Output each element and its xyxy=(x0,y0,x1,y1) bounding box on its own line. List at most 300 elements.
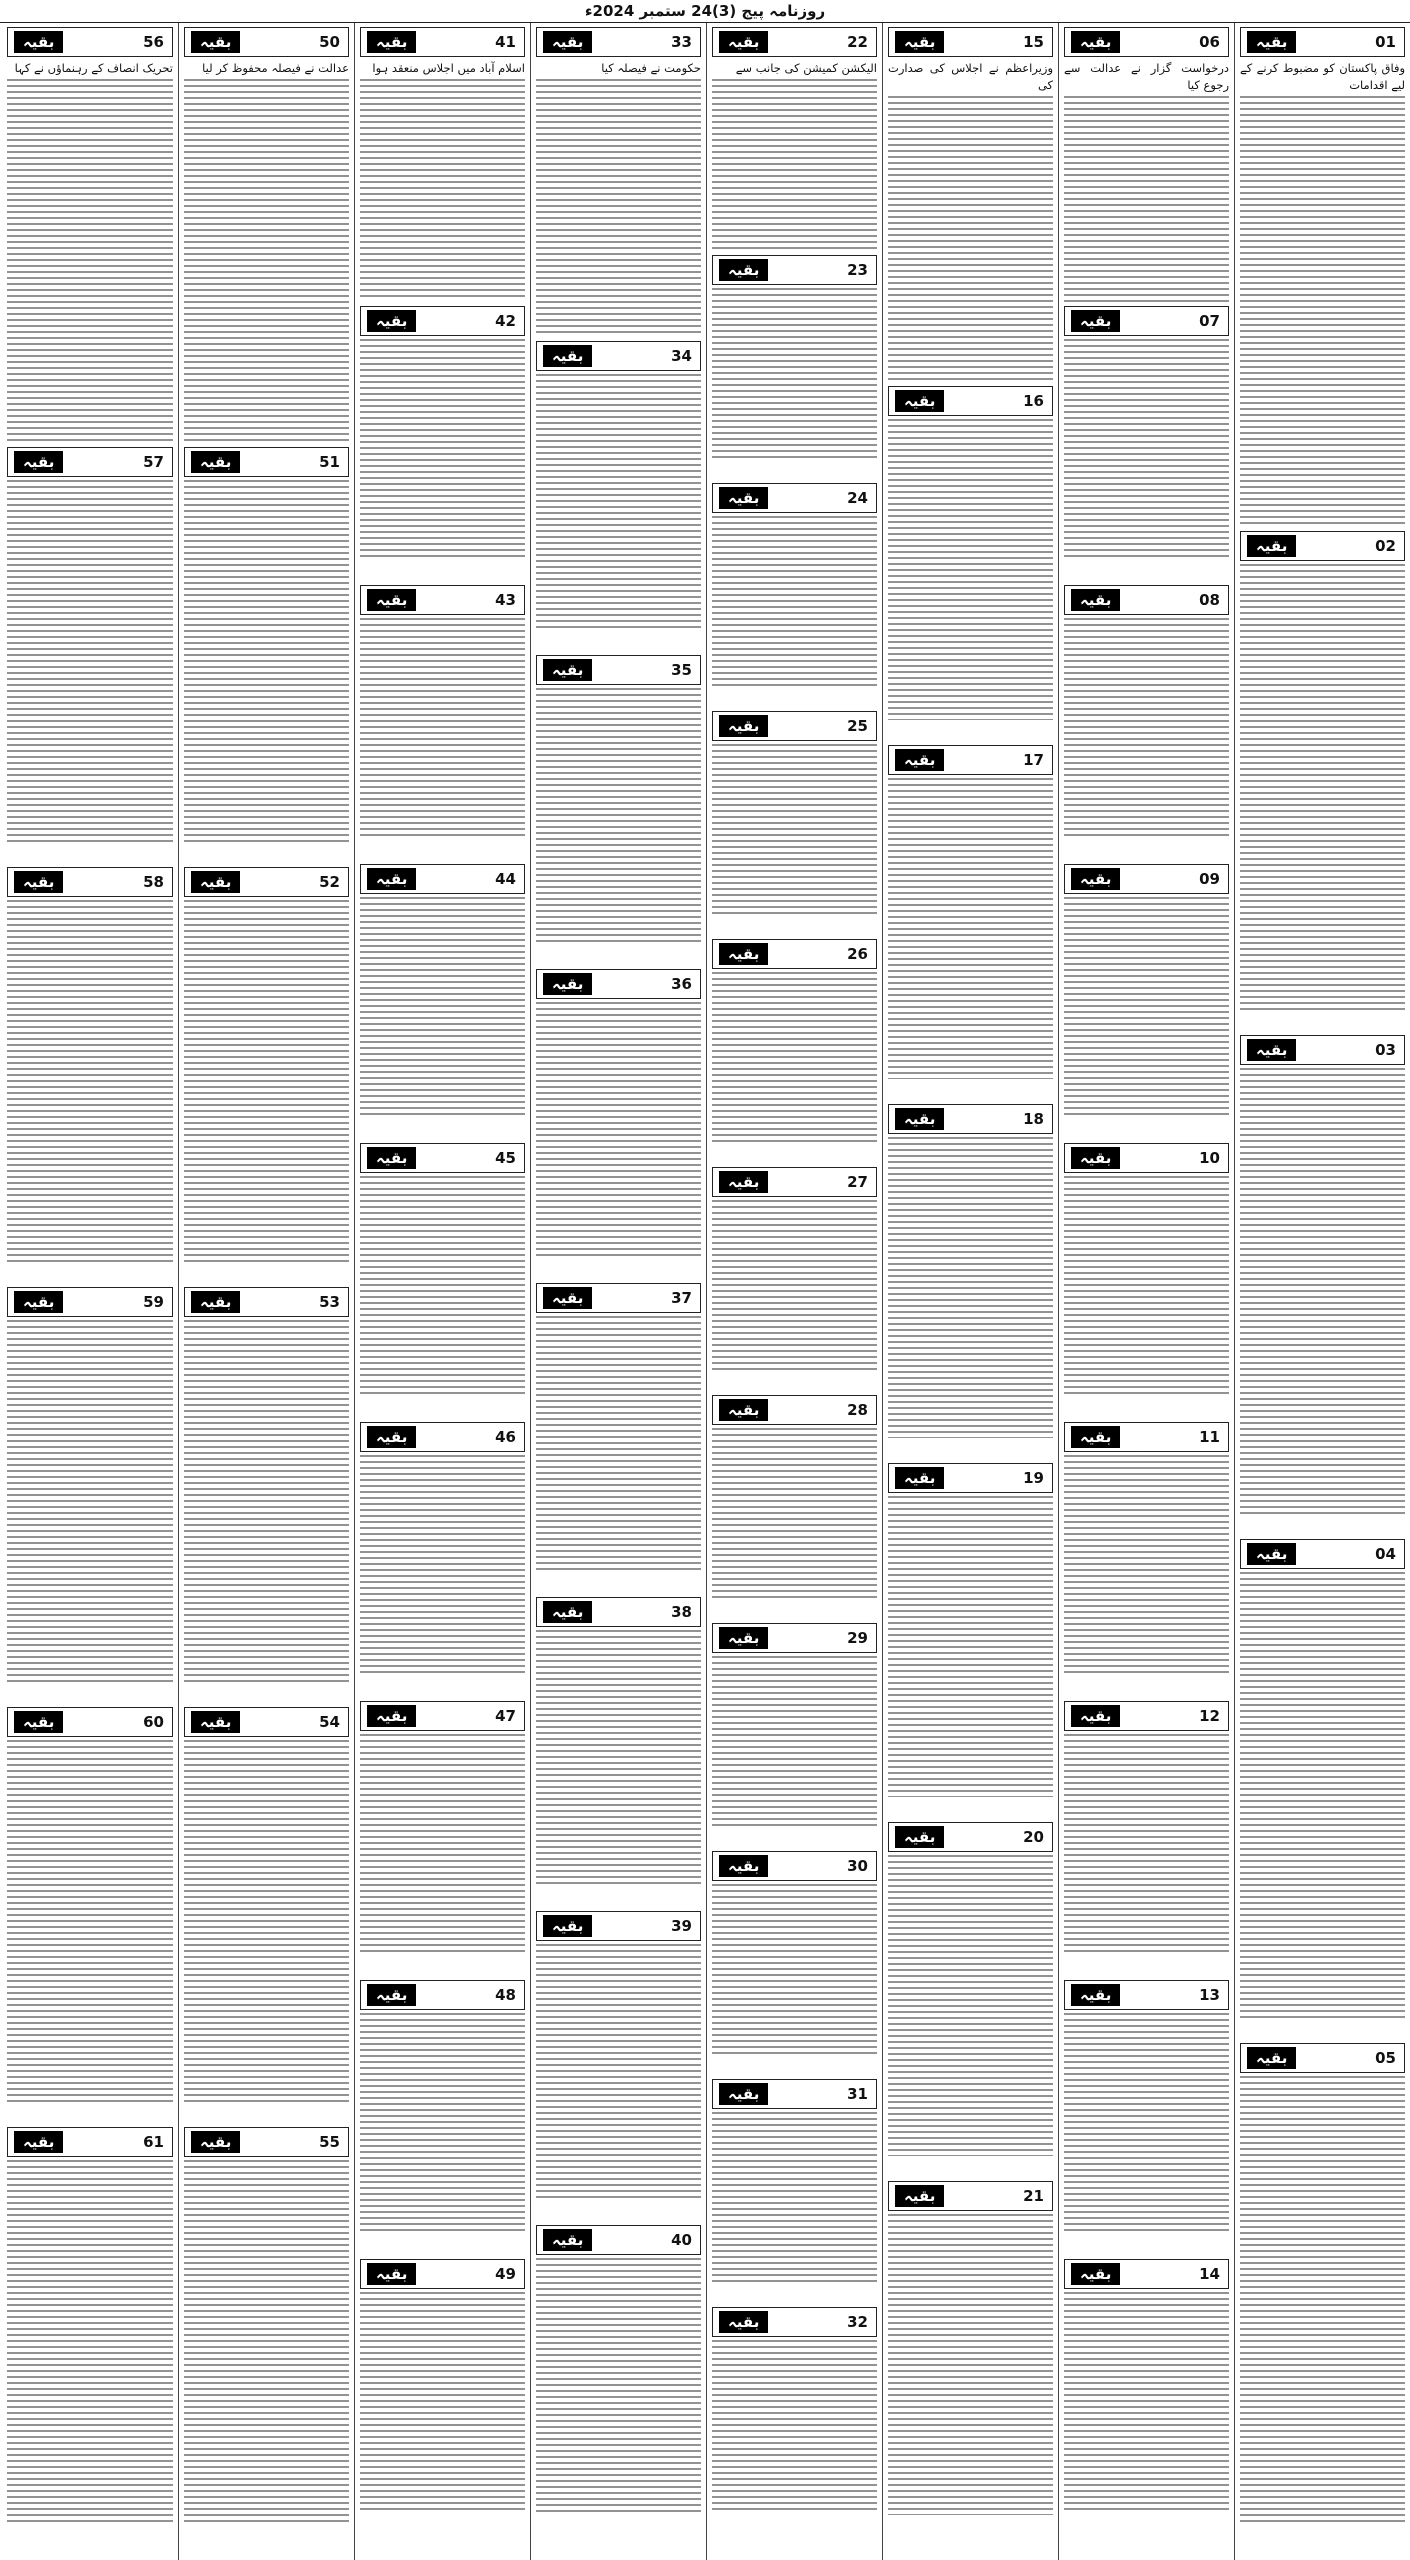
continuation-number: 59 xyxy=(143,1293,164,1311)
continuation-block-49 xyxy=(360,2257,525,2534)
continuation-banner xyxy=(888,2181,1053,2211)
continuation-text: تحریک انصاف کے رہنماؤں نے کہا xyxy=(14,61,173,75)
body-text-lines xyxy=(712,288,877,458)
continuation-block-31 xyxy=(712,2077,877,2303)
continuation-number: 50 xyxy=(319,33,340,51)
continuation-label: بقیہ xyxy=(1071,2263,1120,2285)
body-text-lines xyxy=(888,96,1053,382)
continuation-number: 52 xyxy=(319,873,340,891)
continuation-banner xyxy=(1240,2043,1405,2073)
continuation-banner xyxy=(712,1851,877,1881)
body-text-lines xyxy=(1240,96,1405,527)
body-text-lines xyxy=(1064,618,1229,839)
continuation-label: بقیہ xyxy=(1071,868,1120,890)
continuation-label: بقیہ xyxy=(719,487,768,509)
continuation-label: بقیہ xyxy=(719,2311,768,2333)
continuation-label: بقیہ xyxy=(543,1915,592,1937)
body-text-lines xyxy=(1240,1068,1405,1514)
continuation-banner xyxy=(536,1911,701,1941)
body-text-lines xyxy=(1064,897,1229,1118)
continuation-number: 42 xyxy=(495,312,516,330)
continuation-block-05 xyxy=(1240,2041,1405,2543)
continuation-banner xyxy=(1064,27,1229,57)
continuation-text: وفاق پاکستان کو مضبوط کرنے کے لیے اقدامات xyxy=(1240,61,1405,92)
body-text-lines xyxy=(536,79,701,335)
continuation-block-55 xyxy=(184,2125,349,2543)
column-6 xyxy=(354,23,530,2560)
continuation-block-42 xyxy=(360,304,525,581)
continuation-number: 56 xyxy=(143,33,164,51)
continuation-label: بقیہ xyxy=(191,451,240,473)
body-text-lines xyxy=(712,1656,877,1826)
continuation-number: 44 xyxy=(495,870,516,888)
continuation-banner xyxy=(888,1104,1053,1134)
continuation-banner xyxy=(712,483,877,513)
continuation-block-37 xyxy=(536,1281,701,1593)
body-text-lines xyxy=(536,1002,701,1258)
continuation-block-16 xyxy=(888,384,1053,741)
body-text-lines xyxy=(712,1884,877,2054)
continuation-label: بقیہ xyxy=(1071,589,1120,611)
continuation-label: بقیہ xyxy=(543,2229,592,2251)
continuation-text: الیکشن کمیشن کی جانب سے xyxy=(735,61,877,75)
body-text-lines xyxy=(712,2340,877,2510)
continuation-number: 02 xyxy=(1375,537,1396,555)
continuation-label: بقیہ xyxy=(191,2131,240,2153)
column-5 xyxy=(530,23,706,2560)
continuation-block-03 xyxy=(1240,1033,1405,1535)
continuation-number: 28 xyxy=(847,1401,868,1419)
continuation-block-09 xyxy=(1064,862,1229,1139)
continuation-number: 25 xyxy=(847,717,868,735)
body-text-lines xyxy=(360,1176,525,1397)
body-text-lines xyxy=(536,688,701,944)
body-text-lines xyxy=(360,897,525,1118)
continuation-label: بقیہ xyxy=(1247,31,1296,53)
continuation-number: 54 xyxy=(319,1713,340,1731)
continuation-banner xyxy=(888,1463,1053,1493)
body-text-lines xyxy=(712,972,877,1142)
continuation-block-17 xyxy=(888,743,1053,1100)
body-text-lines xyxy=(712,2112,877,2282)
continuation-label: بقیہ xyxy=(367,2263,416,2285)
column-8 xyxy=(2,23,178,2560)
body-text-lines xyxy=(184,1320,349,1682)
continuation-banner xyxy=(1064,585,1229,615)
body-text-lines xyxy=(888,1137,1053,1438)
continuation-number: 06 xyxy=(1199,33,1220,51)
continuation-number: 46 xyxy=(495,1428,516,1446)
continuation-block-02 xyxy=(1240,529,1405,1031)
continuation-banner xyxy=(184,447,349,477)
continuation-banner xyxy=(184,867,349,897)
continuation-banner xyxy=(1064,1701,1229,1731)
continuation-banner xyxy=(360,2259,525,2289)
continuation-label: بقیہ xyxy=(719,2083,768,2105)
continuation-number: 21 xyxy=(1023,2187,1044,2205)
continuation-block-18 xyxy=(888,1102,1053,1459)
continuation-block-01 xyxy=(1240,25,1405,527)
continuation-number: 03 xyxy=(1375,1041,1396,1059)
continuation-label: بقیہ xyxy=(367,1147,416,1169)
continuation-block-15 xyxy=(888,25,1053,382)
continuation-label: بقیہ xyxy=(14,2131,63,2153)
continuation-block-14 xyxy=(1064,2257,1229,2534)
continuation-label: بقیہ xyxy=(1071,1984,1120,2006)
continuation-label: بقیہ xyxy=(367,310,416,332)
continuation-number: 53 xyxy=(319,1293,340,1311)
continuation-block-44 xyxy=(360,862,525,1139)
continuation-banner xyxy=(360,864,525,894)
continuation-banner xyxy=(360,585,525,615)
body-text-lines xyxy=(184,480,349,842)
continuation-banner xyxy=(712,2307,877,2337)
continuation-block-39 xyxy=(536,1909,701,2221)
continuation-banner xyxy=(888,745,1053,775)
continuation-block-36 xyxy=(536,967,701,1279)
body-text-lines xyxy=(184,2160,349,2522)
continuation-label: بقیہ xyxy=(719,1855,768,1877)
body-text-lines xyxy=(712,1428,877,1598)
body-text-lines xyxy=(888,778,1053,1079)
continuation-label: بقیہ xyxy=(1247,2047,1296,2069)
continuation-number: 48 xyxy=(495,1986,516,2004)
body-text-lines xyxy=(1240,1572,1405,2018)
continuation-number: 24 xyxy=(847,489,868,507)
continuation-number: 43 xyxy=(495,591,516,609)
continuation-label: بقیہ xyxy=(14,1711,63,1733)
continuation-label: بقیہ xyxy=(1247,1543,1296,1565)
continuation-number: 41 xyxy=(495,33,516,51)
body-text-lines xyxy=(712,79,877,249)
body-text-lines xyxy=(536,2258,701,2514)
continuation-label: بقیہ xyxy=(367,1984,416,2006)
continuation-block-43 xyxy=(360,583,525,860)
continuation-text: اسلام آباد میں اجلاس منعقد ہوا xyxy=(372,61,525,75)
body-text-lines xyxy=(360,339,525,560)
body-text-lines xyxy=(888,1496,1053,1797)
continuation-text: عدالت نے فیصلہ محفوظ کر لیا xyxy=(202,61,349,75)
continuation-label: بقیہ xyxy=(367,589,416,611)
continuation-block-33 xyxy=(536,25,701,337)
continuation-label: بقیہ xyxy=(895,1467,944,1489)
body-text-lines xyxy=(712,744,877,914)
body-text-lines xyxy=(1064,2292,1229,2513)
continuation-label: بقیہ xyxy=(367,31,416,53)
continuation-number: 15 xyxy=(1023,33,1044,51)
continuation-block-51 xyxy=(184,445,349,863)
continuation-label: بقیہ xyxy=(719,259,768,281)
continuation-block-46 xyxy=(360,1420,525,1697)
continuation-block-47 xyxy=(360,1699,525,1976)
continuation-number: 27 xyxy=(847,1173,868,1191)
continuation-label: بقیہ xyxy=(543,1287,592,1309)
continuation-block-56 xyxy=(7,25,173,443)
continuation-banner xyxy=(536,655,701,685)
continuation-number: 31 xyxy=(847,2085,868,2103)
continuation-number: 51 xyxy=(319,453,340,471)
continuation-block-07 xyxy=(1064,304,1229,581)
continuation-number: 19 xyxy=(1023,1469,1044,1487)
body-text-lines xyxy=(888,1855,1053,2156)
continuation-number: 30 xyxy=(847,1857,868,1875)
continuation-banner xyxy=(888,27,1053,57)
continuation-label: بقیہ xyxy=(1247,535,1296,557)
continuation-text: درخواست گزار نے عدالت سے رجوع کیا xyxy=(1064,61,1229,92)
continuation-banner xyxy=(184,1287,349,1317)
body-text-lines xyxy=(1240,2076,1405,2522)
body-text-lines xyxy=(536,374,701,630)
body-text-lines xyxy=(184,900,349,1262)
body-text-lines xyxy=(7,1320,173,1682)
body-text-lines xyxy=(536,1944,701,2200)
continuation-number: 16 xyxy=(1023,392,1044,410)
continuation-banner xyxy=(712,255,877,285)
continuation-block-30 xyxy=(712,1849,877,2075)
body-text-lines xyxy=(184,79,349,441)
continuation-number: 17 xyxy=(1023,751,1044,769)
body-text-lines xyxy=(7,79,173,441)
continuation-block-23 xyxy=(712,253,877,479)
continuation-number: 26 xyxy=(847,945,868,963)
continuation-block-04 xyxy=(1240,1537,1405,2039)
continuation-label: بقیہ xyxy=(895,31,944,53)
continuation-number: 36 xyxy=(671,975,692,993)
continuation-label: بقیہ xyxy=(543,31,592,53)
continuation-banner xyxy=(712,1623,877,1653)
continuation-banner xyxy=(888,386,1053,416)
continuation-number: 61 xyxy=(143,2133,164,2151)
continuation-block-58 xyxy=(7,865,173,1283)
continuation-label: بقیہ xyxy=(191,31,240,53)
continuation-number: 55 xyxy=(319,2133,340,2151)
continuation-banner xyxy=(7,1287,173,1317)
continuation-label: بقیہ xyxy=(191,871,240,893)
body-text-lines xyxy=(536,1316,701,1572)
continuation-number: 10 xyxy=(1199,1149,1220,1167)
body-text-lines xyxy=(7,900,173,1262)
continuation-label: بقیہ xyxy=(719,1399,768,1421)
continuation-banner xyxy=(360,1143,525,1173)
continuation-label: بقیہ xyxy=(719,1171,768,1193)
body-text-lines xyxy=(360,1455,525,1676)
continuation-banner xyxy=(360,1422,525,1452)
continuation-label: بقیہ xyxy=(543,659,592,681)
continuation-banner xyxy=(536,1283,701,1313)
continuation-block-48 xyxy=(360,1978,525,2255)
continuation-label: بقیہ xyxy=(543,345,592,367)
continuation-number: 33 xyxy=(671,33,692,51)
body-text-lines xyxy=(7,480,173,842)
continuation-banner xyxy=(712,1167,877,1197)
continuation-block-20 xyxy=(888,1820,1053,2177)
continuation-number: 29 xyxy=(847,1629,868,1647)
continuation-banner xyxy=(7,1707,173,1737)
continuation-label: بقیہ xyxy=(191,1711,240,1733)
continuation-text: وزیراعظم نے اجلاس کی صدارت کی xyxy=(888,61,1053,92)
continuation-label: بقیہ xyxy=(1071,310,1120,332)
continuation-label: بقیہ xyxy=(1247,1039,1296,1061)
body-text-lines xyxy=(888,2214,1053,2515)
continuation-block-29 xyxy=(712,1621,877,1847)
continuation-banner xyxy=(360,1701,525,1731)
body-text-lines xyxy=(7,2160,173,2522)
continuation-number: 14 xyxy=(1199,2265,1220,2283)
continuation-banner xyxy=(7,2127,173,2157)
column-1 xyxy=(1234,23,1410,2560)
continuation-block-35 xyxy=(536,653,701,965)
continuation-block-61 xyxy=(7,2125,173,2543)
continuation-number: 45 xyxy=(495,1149,516,1167)
continuation-block-32 xyxy=(712,2305,877,2531)
body-text-lines xyxy=(888,419,1053,720)
continuation-block-08 xyxy=(1064,583,1229,860)
continuation-number: 32 xyxy=(847,2313,868,2331)
continuation-text: حکومت نے فیصلہ کیا xyxy=(601,61,701,75)
continuation-banner xyxy=(184,27,349,57)
continuation-number: 34 xyxy=(671,347,692,365)
columns-container xyxy=(0,23,1410,2560)
continuation-banner xyxy=(536,1597,701,1627)
continuation-block-57 xyxy=(7,445,173,863)
continuation-label: بقیہ xyxy=(895,2185,944,2207)
continuation-banner xyxy=(1240,1539,1405,1569)
continuation-number: 39 xyxy=(671,1917,692,1935)
body-text-lines xyxy=(712,516,877,686)
continuation-banner xyxy=(360,27,525,57)
continuation-label: بقیہ xyxy=(719,1627,768,1649)
continuation-block-38 xyxy=(536,1595,701,1907)
continuation-banner xyxy=(1064,306,1229,336)
continuation-number: 22 xyxy=(847,33,868,51)
continuation-label: بقیہ xyxy=(719,943,768,965)
body-text-lines xyxy=(1240,564,1405,1010)
continuation-label: بقیہ xyxy=(895,749,944,771)
body-text-lines xyxy=(360,2013,525,2234)
continuation-number: 37 xyxy=(671,1289,692,1307)
continuation-label: بقیہ xyxy=(1071,31,1120,53)
continuation-block-12 xyxy=(1064,1699,1229,1976)
continuation-label: بقیہ xyxy=(719,31,768,53)
continuation-banner xyxy=(360,306,525,336)
continuation-block-13 xyxy=(1064,1978,1229,2255)
continuation-block-59 xyxy=(7,1285,173,1703)
continuation-banner xyxy=(360,1980,525,2010)
column-3 xyxy=(882,23,1058,2560)
body-text-lines xyxy=(1064,96,1229,302)
continuation-label: بقیہ xyxy=(14,451,63,473)
continuation-banner xyxy=(1064,864,1229,894)
continuation-number: 09 xyxy=(1199,870,1220,888)
continuation-number: 12 xyxy=(1199,1707,1220,1725)
continuation-banner xyxy=(712,2079,877,2109)
continuation-number: 58 xyxy=(143,873,164,891)
continuation-block-52 xyxy=(184,865,349,1283)
body-text-lines xyxy=(7,1740,173,2102)
continuation-number: 13 xyxy=(1199,1986,1220,2004)
continuation-number: 05 xyxy=(1375,2049,1396,2067)
continuation-number: 57 xyxy=(143,453,164,471)
continuation-banner xyxy=(1064,1980,1229,2010)
continuation-label: بقیہ xyxy=(14,31,63,53)
continuation-banner xyxy=(536,27,701,57)
continuation-block-25 xyxy=(712,709,877,935)
continuation-label: بقیہ xyxy=(367,1426,416,1448)
continuation-banner xyxy=(184,1707,349,1737)
continuation-banner xyxy=(712,939,877,969)
continuation-banner xyxy=(1240,1035,1405,1065)
body-text-lines xyxy=(360,1734,525,1955)
continuation-banner xyxy=(536,969,701,999)
continuation-block-28 xyxy=(712,1393,877,1619)
continuation-number: 07 xyxy=(1199,312,1220,330)
continuation-number: 01 xyxy=(1375,33,1396,51)
body-text-lines xyxy=(536,1630,701,1886)
continuation-banner xyxy=(1064,1422,1229,1452)
continuation-label: بقیہ xyxy=(367,868,416,890)
continuation-block-21 xyxy=(888,2179,1053,2536)
body-text-lines xyxy=(184,1740,349,2102)
continuation-banner xyxy=(7,867,173,897)
continuation-block-26 xyxy=(712,937,877,1163)
continuation-label: بقیہ xyxy=(895,390,944,412)
continuation-block-60 xyxy=(7,1705,173,2123)
continuation-number: 38 xyxy=(671,1603,692,1621)
continuation-banner xyxy=(1064,2259,1229,2289)
continuation-banner xyxy=(712,1395,877,1425)
continuation-block-11 xyxy=(1064,1420,1229,1697)
continuation-block-27 xyxy=(712,1165,877,1391)
continuation-number: 11 xyxy=(1199,1428,1220,1446)
continuation-label: بقیہ xyxy=(1071,1147,1120,1169)
continuation-number: 35 xyxy=(671,661,692,679)
continuation-block-40 xyxy=(536,2223,701,2535)
body-text-lines xyxy=(712,1200,877,1370)
continuation-number: 47 xyxy=(495,1707,516,1725)
continuation-number: 40 xyxy=(671,2231,692,2249)
continuation-banner xyxy=(536,2225,701,2255)
continuation-block-19 xyxy=(888,1461,1053,1818)
continuation-block-54 xyxy=(184,1705,349,2123)
continuation-banner xyxy=(7,27,173,57)
continuation-label: بقیہ xyxy=(543,973,592,995)
continuation-block-10 xyxy=(1064,1141,1229,1418)
continuation-block-53 xyxy=(184,1285,349,1703)
continuation-block-50 xyxy=(184,25,349,443)
continuation-label: بقیہ xyxy=(191,1291,240,1313)
continuation-banner xyxy=(712,27,877,57)
continuation-label: بقیہ xyxy=(719,715,768,737)
column-7 xyxy=(178,23,354,2560)
continuation-number: 23 xyxy=(847,261,868,279)
body-text-lines xyxy=(1064,1455,1229,1676)
continuation-banner xyxy=(184,2127,349,2157)
continuation-label: بقیہ xyxy=(14,1291,63,1313)
continuation-banner xyxy=(712,711,877,741)
continuation-label: بقیہ xyxy=(1071,1705,1120,1727)
continuation-label: بقیہ xyxy=(1071,1426,1120,1448)
body-text-lines xyxy=(360,618,525,839)
continuation-banner xyxy=(1064,1143,1229,1173)
continuation-block-22 xyxy=(712,25,877,251)
column-2 xyxy=(1058,23,1234,2560)
page-header-title: روزنامہ پیج (3)24 ستمبر 2024ء xyxy=(0,0,1410,23)
continuation-block-34 xyxy=(536,339,701,651)
continuation-block-45 xyxy=(360,1141,525,1418)
body-text-lines xyxy=(360,79,525,300)
continuation-number: 18 xyxy=(1023,1110,1044,1128)
continuation-block-41 xyxy=(360,25,525,302)
